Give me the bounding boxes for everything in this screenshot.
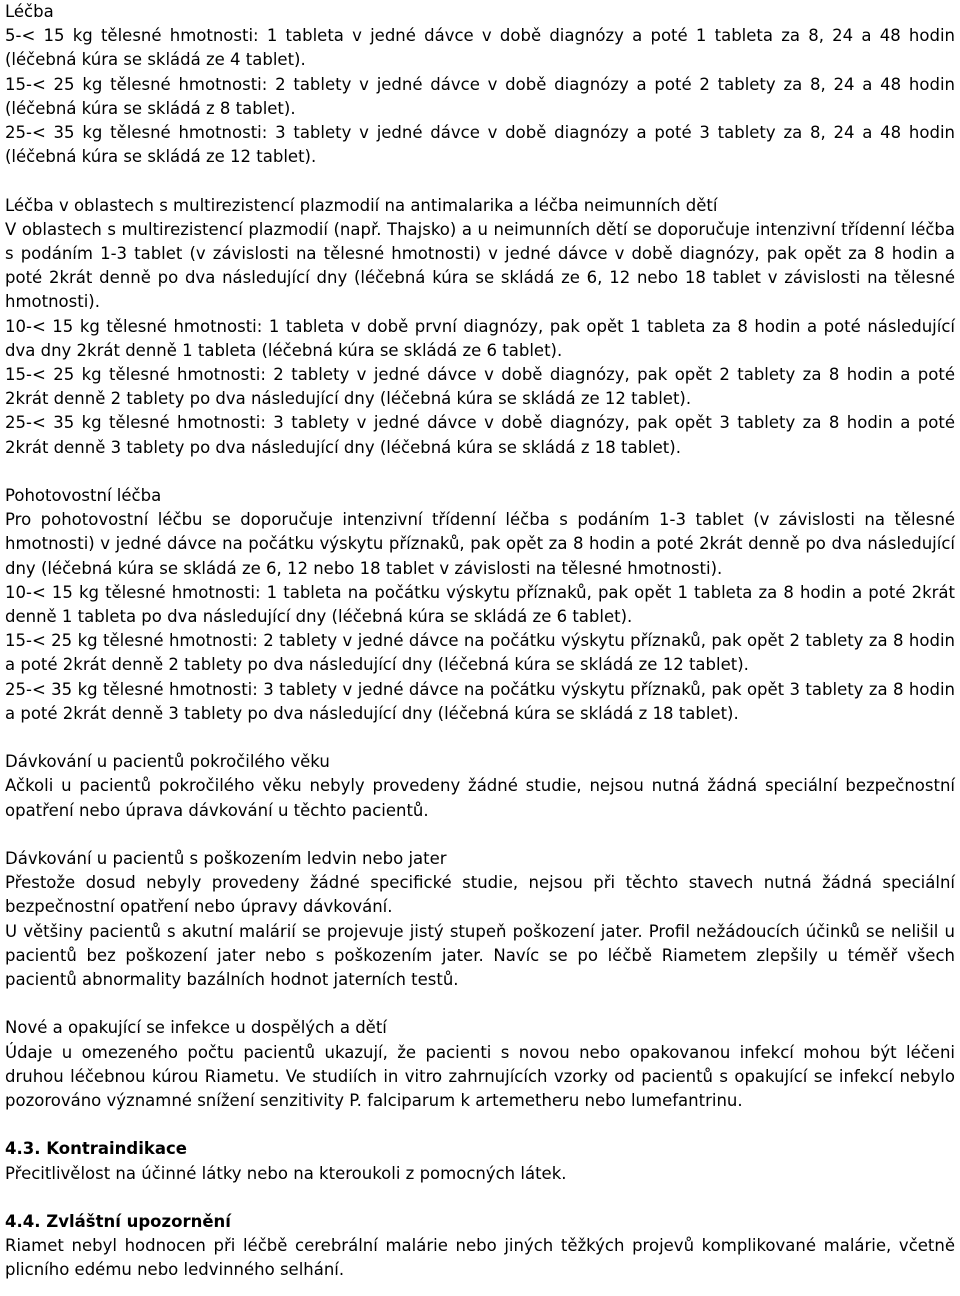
- paragraph: Přecitlivělost na účinné látky nebo na kteroukoli z pomocných látek.: [5, 1163, 567, 1183]
- paragraph: Přestože dosud nebyly provedeny žádné specifické studie, nejsou při těchto stavech nutná žádná speciální bezpečnostní opatření nebo úpravy dávkování.: [5, 873, 955, 917]
- paragraph: 5-< 15 kg tělesné hmotnosti: 1 tableta v jedné dávce v době diagnózy a poté 1 tableta za 8, 24 a 48 hodin (léčebná kúra se skládá ze 4 tablet).: [5, 26, 955, 70]
- section-heading: Nové a opakující se infekce u dospělých a dětí: [5, 1018, 387, 1038]
- paragraph: 15-< 25 kg tělesné hmotnosti: 2 tablety v jedné dávce v době diagnózy a poté 2 tablety za 8, 24 a 48 hodin (léčebná kúra se skládá z 8 tablet).: [5, 74, 955, 118]
- section-lecba: [5, 0, 955, 169]
- section-heading: Léčba v oblastech s multirezistencí plazmodií na antimalarika a léčba neimunních dětí: [5, 195, 718, 215]
- paragraph: V oblastech s multirezistencí plazmodií (např. Thajsko) a u neimunních dětí se doporučuje intenzivní třídenní léčba s podáním 1-3 tablet (v závislosti na tělesné hmotnosti) v jedné dávce v době diagnózy, pak opět za 8 hodin a poté 2krát denně po dva následující dny (léčebná kúra se skládá ze 6, 12 nebo 18 tablet v závislosti na tělesné hmotnosti).: [5, 219, 955, 312]
- paragraph: 25-< 35 kg tělesné hmotnosti: 3 tablety v jedné dávce v době diagnózy a poté 3 tablety za 8, 24 a 48 hodin (léčebná kúra se skládá ze 12 tablet).: [5, 123, 955, 167]
- paragraph: 10-< 15 kg tělesné hmotnosti: 1 tableta v době první diagnózy, pak opět 1 tableta za 8 hodin a poté následující dva dny 2krát denně 1 tableta (léčebná kúra se skládá ze 6 tablet).: [5, 316, 955, 360]
- paragraph: 25-< 35 kg tělesné hmotnosti: 3 tablety v jedné dávce v době diagnózy, pak opět 3 tablety za 8 hodin a poté 2krát denně 3 tablety po dva následující dny (léčebná kúra se skládá z 18 tablet).: [5, 413, 955, 457]
- section-ledviny-jatra: [5, 847, 955, 992]
- paragraph: 15-< 25 kg tělesné hmotnosti: 2 tablety v jedné dávce na počátku výskytu příznaků, pak opět 2 tablety za 8 hodin a poté 2krát denně 2 tablety po dva následující dny (léčebná kúra se skládá ze 12 tablet).: [5, 631, 955, 675]
- paragraph: 15-< 25 kg tělesné hmotnosti: 2 tablety v jedné dávce v době diagnózy, pak opět 2 tablety za 8 hodin a poté 2krát denně 2 tablety po dva následující dny (léčebná kúra se skládá ze 12 tablet).: [5, 365, 955, 409]
- document-page: [5, 0, 955, 1283]
- paragraph: Riamet nebyl hodnocen při léčbě cerebrální malárie nebo jiných těžkých projevů komplikované malárie, včetně plicního edému nebo ledvinného selhání.: [5, 1236, 955, 1280]
- paragraph: 25-< 35 kg tělesné hmotnosti: 3 tablety v jedné dávce na počátku výskytu příznaků, pak opět 3 tablety za 8 hodin a poté 2krát denně 3 tablety po dva následující dny (léčebná kúra se skládá z 18 tablet).: [5, 679, 955, 723]
- section-heading: Dávkování u pacientů s poškozením ledvin nebo jater: [5, 849, 447, 869]
- section-heading: Pohotovostní léčba: [5, 486, 162, 506]
- section-heading: 4.4. Zvláštní upozornění: [5, 1212, 231, 1232]
- section-heading: Dávkování u pacientů pokročilého věku: [5, 752, 330, 772]
- section-kontraindikace: [5, 1137, 955, 1185]
- paragraph: Údaje u omezeného počtu pacientů ukazují, že pacienti s novou nebo opakovanou infekcí mohou být léčeni druhou léčebnou kúrou Riametu. Ve studiích in vitro zahrnujících vzorky od pacientů s opakující se infekcí nebylo pozorováno významné snížení senzitivity P. falciparum k artemetheru nebo lumefantrinu.: [5, 1042, 955, 1111]
- section-heading: Léčba: [5, 2, 54, 21]
- paragraph: Pro pohotovostní léčbu se doporučuje intenzivní třídenní léčba s podáním 1-3 tablet (v závislosti na tělesné hmotnosti) v jedné dávce na počátku výskytu příznaků, pak opět za 8 hodin a poté 2krát denně po dva následující dny (léčebná kúra se skládá ze 6, 12 nebo 18 tablet v závislosti na tělesné hmotnosti).: [5, 510, 955, 578]
- paragraph: U většiny pacientů s akutní malárií se projevuje jistý stupeň poškození jater. Profil nežádoucích účinků se nelišil u pacientů bez poškození jater nebo s poškozením jater. Navíc se po léčbě Riametem zlepšily u téměř všech pacientů abnormality bazálních hodnot jaterních testů.: [5, 921, 955, 990]
- paragraph: Ačkoli u pacientů pokročilého věku nebyly provedeny žádné studie, nejsou nutná žádná speciální bezpečnostní opatření nebo úprava dávkování u těchto pacientů.: [5, 776, 955, 820]
- section-multirezistence: [5, 194, 955, 460]
- section-opakujici-infekce: [5, 1016, 955, 1113]
- paragraph: 10-< 15 kg tělesné hmotnosti: 1 tableta na počátku výskytu příznaků, pak opět 1 tableta za 8 hodin a poté 2krát denně 1 tableta po dva následující dny (léčebná kúra se skládá ze 6 tablet).: [5, 582, 955, 627]
- section-zvlastni-upozorneni: [5, 1210, 955, 1283]
- section-pohotovostni-lecba: [5, 484, 955, 726]
- section-pokrocily-vek: [5, 750, 955, 823]
- section-heading: 4.3. Kontraindikace: [5, 1139, 187, 1159]
